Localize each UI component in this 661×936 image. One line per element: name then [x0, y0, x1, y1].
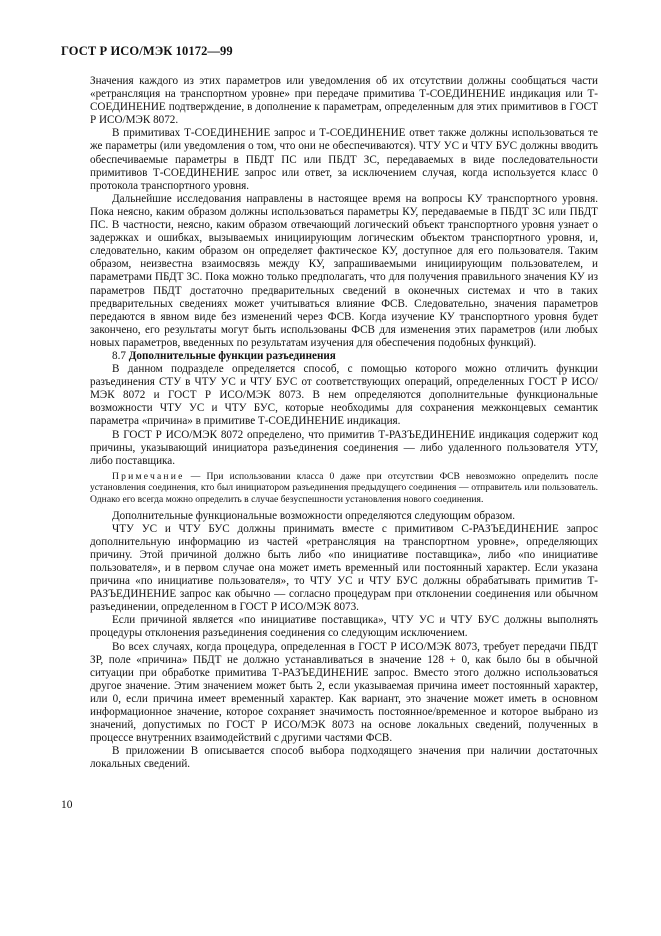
- page-number: 10: [61, 799, 73, 811]
- paragraph-qos-research: Дальнейшие исследования направлены в настоящее время на вопросы КУ транспортного уровня. Пока неясно, каким образом должны использоваться параметры КУ, передаваемые в ПБДТ ЗС или ПБДТ ПС. В частности, неясно, каким образом отвечающий логический объект транспортного уровня узнает о задержках и ошибках, вызываемых инициирующим логическим объектом транспортного уровня, и, следовательно, каким образом он определяет фактическое КУ, доступное для его пользователя. Таким образом, неизвестна взаимосвязь между КУ, запрашиваемыми инициирующим пользователем, и параметрами ПБДТ ЗС. Пока можно только предполагать, что для получения правильного значения КУ из параметров ПБДТ достаточно предварительных сведений в оконечных системах и что в таких предварительных сведениях может учитываться влияние ФСВ. Следовательно, значения параметров передаются в явном виде без изменений через ФСВ. Когда изучение КУ транспортного уровня будет закончено, его результаты могут быть использованы ФСВ для изменения этих параметров (или любых новых параметров, введенных по результатам изучения для обеспечения подобных функций).: [90, 192, 598, 349]
- note: [90, 471, 598, 506]
- document-body: [90, 75, 598, 771]
- paragraph-provider-initiated: Если причиной является «по инициативе поставщика», ЧТУ УС и ЧТУ БУС должны выполнять процедуры отклонения разъединения соединения со следующим исключением.: [90, 614, 598, 640]
- section-title: Дополнительные функции разъединения: [128, 349, 336, 362]
- section-heading: [90, 350, 598, 363]
- note-text: — При использовании класса 0 даже при отсутствии ФСВ невозможно определить после установления соединения, кто был инициатором разъединения предыдущего соединения — отправитель или пользователь. Однако его всегда можно определить в случае безуспешности установления нового соединения.: [90, 470, 598, 505]
- paragraph-reason-field: Во всех случаях, когда процедура, определенная в ГОСТ Р ИСО/МЭК 8073, требует передачи ПБДТ ЗР, поле «причина» ПБДТ не должно устанавливаться в значение 128 + 0, как было бы в обычной ситуации при обработке примитива Т-РАЗЪЕДИНЕНИЕ запрос. Вместо этого должно использоваться другое значение. Этим значением может быть 2, если указываемая причина имеет постоянный характер, или 0, если причина имеет временный характер. Как вариант, это значение может иметь в основном информационное значение, которое сохраняет значимость постоянное/временное и которое выбрано из значений, допустимых по ГОСТ Р ИСО/МЭК 8073 на основе локальных сведений, полученных в процессе внутренних взаимодействий с другими частями ФСВ.: [90, 640, 598, 745]
- paragraph-appendix-reference: В приложении В описывается способ выбора подходящего значения при наличии достаточных локальных сведений.: [90, 745, 598, 771]
- paragraph-connection-primitives: В примитивах Т-СОЕДИНЕНИЕ запрос и Т-СОЕДИНЕНИЕ ответ также должны использоваться те же параметры (или уведомления о том, что они не обеспечиваются). ЧТУ УС и ЧТУ БУС должны вводить обеспечиваемые параметры в ПБДТ ПС или ПБДТ ЗС, передаваемых в виде последовательности примитивов Т-СОЕДИНЕНИЕ запрос или ответ, за исключением случая, когда используется класс 0 протокола транспортного уровня.: [90, 127, 598, 192]
- section-number: 8.7: [112, 349, 126, 362]
- paragraph-additional-functions: Дополнительные функциональные возможности определяются следующим образом.: [112, 509, 516, 522]
- document-header: ГОСТ Р ИСО/МЭК 10172—99: [61, 44, 233, 58]
- paragraph-section-intro: В данном подразделе определяется способ, с помощью которого можно отличить функции разъединения СТУ в ЧТУ УС и ЧТУ БУС от соответствующих операций, определенных ГОСТ Р ИСО/МЭК 8072 и ГОСТ Р ИСО/МЭК 8073. В нем определяются дополнительные функциональные возможности ЧТУ УС и ЧТУ БУС, которые необходимы для сохранения межконцевых семантик параметра «причина» в примитиве Т-СОЕДИНЕНИЕ индикация.: [90, 363, 598, 428]
- paragraph-parameter-values: Значения каждого из этих параметров или уведомления об их отсутствии должны сообщаться части «ретрансляция на транспортном уровне» при передаче примитива Т-СОЕДИНЕНИЕ индикация или Т-СОЕДИНЕНИЕ подтверждение, в дополнение к параметрам, определенным для этих примитивов в ГОСТ Р ИСО/МЭК 8072.: [90, 75, 598, 127]
- paragraph-disconnect-request: ЧТУ УС и ЧТУ БУС должны принимать вместе с примитивом С-РАЗЪЕДИНЕНИЕ запрос дополнительную информацию из частей «ретрансляция на транспортном уровне», определяющих причину. Этой причиной должно быть либо «по инициативе поставщика», либо «по инициативе пользователя», и в первом случае она может иметь временный или постоянный характер. Если указана причина «по инициативе пользователя», то ЧТУ УС и ЧТУ БУС должны обрабатывать примитив Т-РАЗЪЕДИНЕНИЕ запрос как обычно — согласно процедурам при отклонении соединения или обычном разъединении, определенном в ГОСТ Р ИСО/МЭК 8073.: [90, 522, 598, 614]
- note-label: Примечание: [112, 470, 185, 482]
- paragraph-disconnect-indication: В ГОСТ Р ИСО/МЭК 8072 определено, что примитив Т-РАЗЪЕДИНЕНИЕ индикация содержит код причины, указывающий инициатора разъединения соединения — либо удаленного пользователя УТУ, либо поставщика.: [90, 428, 598, 467]
